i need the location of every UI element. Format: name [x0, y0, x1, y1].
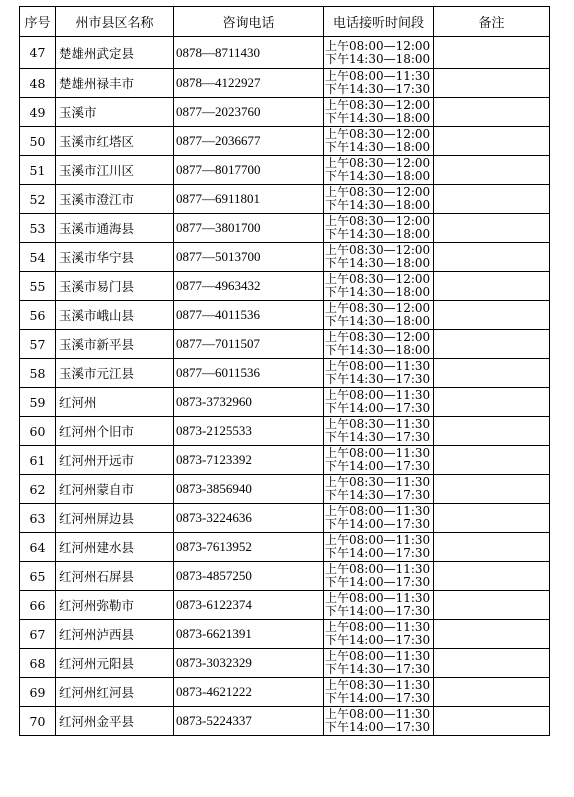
table-row [20, 562, 550, 591]
row-phone-cell: 0873-3224636 [174, 504, 324, 533]
morning-hours: 上午08:30—11:30 [325, 679, 431, 692]
row-name-cell: 玉溪市通海县 [56, 214, 174, 243]
table-row [20, 446, 550, 475]
row-seq-cell: 55 [20, 272, 56, 301]
table-row [20, 243, 550, 272]
row-remark-cell [434, 330, 550, 359]
morning-hours: 上午08:00—11:30 [325, 650, 431, 663]
hotline-table [19, 6, 550, 736]
afternoon-hours: 下午14:00—17:30 [325, 576, 431, 589]
table-row [20, 591, 550, 620]
row-name-cell: 玉溪市红塔区 [56, 127, 174, 156]
row-name-cell: 楚雄州武定县 [56, 37, 174, 69]
afternoon-hours: 下午14:30—18:00 [325, 112, 431, 125]
row-name-cell: 红河州红河县 [56, 678, 174, 707]
afternoon-hours: 下午14:00—17:30 [325, 721, 431, 734]
row-phone-cell: 0877—7011507 [174, 330, 324, 359]
row-remark-cell [434, 678, 550, 707]
row-hours-cell [324, 649, 434, 678]
afternoon-hours: 下午14:30—17:30 [325, 431, 431, 444]
morning-hours: 上午08:00—11:30 [325, 534, 431, 547]
afternoon-hours: 下午14:00—17:30 [325, 460, 431, 473]
morning-hours: 上午08:00—11:30 [325, 360, 431, 373]
row-remark-cell [434, 533, 550, 562]
row-name-cell: 红河州开远市 [56, 446, 174, 475]
table-row [20, 185, 550, 214]
row-hours-cell [324, 301, 434, 330]
row-hours-cell [324, 359, 434, 388]
row-remark-cell [434, 707, 550, 736]
row-phone-cell: 0873-7613952 [174, 533, 324, 562]
morning-hours: 上午08:30—12:00 [325, 157, 431, 170]
row-phone-cell: 0877—6911801 [174, 185, 324, 214]
row-remark-cell [434, 69, 550, 98]
row-phone-cell: 0873-5224337 [174, 707, 324, 736]
morning-hours: 上午08:30—12:00 [325, 273, 431, 286]
afternoon-hours: 下午14:00—17:30 [325, 402, 431, 415]
afternoon-hours: 下午14:00—17:30 [325, 547, 431, 560]
row-hours-cell [324, 620, 434, 649]
afternoon-hours: 下午14:30—18:00 [325, 257, 431, 270]
afternoon-hours: 下午14:30—17:30 [325, 83, 431, 96]
table-row [20, 533, 550, 562]
table-row [20, 620, 550, 649]
morning-hours: 上午08:00—11:30 [325, 447, 431, 460]
row-phone-cell: 0873-6122374 [174, 591, 324, 620]
afternoon-hours: 下午14:00—17:30 [325, 518, 431, 531]
row-phone-cell: 0877—2023760 [174, 98, 324, 127]
row-seq-cell: 57 [20, 330, 56, 359]
row-seq-cell: 65 [20, 562, 56, 591]
row-seq-cell: 70 [20, 707, 56, 736]
row-seq-cell: 56 [20, 301, 56, 330]
row-remark-cell [434, 37, 550, 69]
row-phone-cell: 0873-4857250 [174, 562, 324, 591]
morning-hours: 上午08:30—12:00 [325, 244, 431, 257]
table-row [20, 301, 550, 330]
row-hours-cell [324, 591, 434, 620]
row-phone-cell: 0873-6621391 [174, 620, 324, 649]
row-name-cell: 玉溪市澄江市 [56, 185, 174, 214]
afternoon-hours: 下午14:30—18:00 [325, 141, 431, 154]
row-hours-cell [324, 504, 434, 533]
row-phone-cell: 0873-3856940 [174, 475, 324, 504]
row-seq-cell: 49 [20, 98, 56, 127]
row-seq-cell: 61 [20, 446, 56, 475]
row-phone-cell: 0877—6011536 [174, 359, 324, 388]
row-phone-cell: 0873-3732960 [174, 388, 324, 417]
row-name-cell: 玉溪市峨山县 [56, 301, 174, 330]
header-phone: 咨询电话 [174, 7, 324, 37]
row-phone-cell: 0878—8711430 [174, 37, 324, 69]
morning-hours: 上午08:00—11:30 [325, 563, 431, 576]
row-hours-cell [324, 678, 434, 707]
morning-hours: 上午08:00—11:30 [325, 505, 431, 518]
row-seq-cell: 59 [20, 388, 56, 417]
row-remark-cell [434, 504, 550, 533]
row-name-cell: 红河州屏边县 [56, 504, 174, 533]
row-remark-cell [434, 127, 550, 156]
row-hours-cell [324, 707, 434, 736]
morning-hours: 上午08:30—12:00 [325, 215, 431, 228]
table-row [20, 649, 550, 678]
row-remark-cell [434, 562, 550, 591]
row-seq-cell: 52 [20, 185, 56, 214]
row-name-cell: 红河州 [56, 388, 174, 417]
row-remark-cell [434, 359, 550, 388]
table-row [20, 98, 550, 127]
row-seq-cell: 62 [20, 475, 56, 504]
table-row [20, 214, 550, 243]
afternoon-hours: 下午14:30—18:00 [325, 286, 431, 299]
row-hours-cell [324, 185, 434, 214]
row-name-cell: 红河州泸西县 [56, 620, 174, 649]
morning-hours: 上午08:30—12:00 [325, 99, 431, 112]
row-seq-cell: 54 [20, 243, 56, 272]
row-remark-cell [434, 301, 550, 330]
afternoon-hours: 下午14:30—18:00 [325, 315, 431, 328]
row-phone-cell: 0873-3032329 [174, 649, 324, 678]
morning-hours: 上午08:30—12:00 [325, 128, 431, 141]
row-seq-cell: 50 [20, 127, 56, 156]
row-remark-cell [434, 446, 550, 475]
table-row [20, 69, 550, 98]
row-name-cell: 红河州弥勒市 [56, 591, 174, 620]
row-remark-cell [434, 156, 550, 185]
row-hours-cell [324, 388, 434, 417]
morning-hours: 上午08:00—11:30 [325, 70, 431, 83]
row-name-cell: 玉溪市新平县 [56, 330, 174, 359]
row-phone-cell: 0873-4621222 [174, 678, 324, 707]
row-hours-cell [324, 417, 434, 446]
morning-hours: 上午08:00—11:30 [325, 592, 431, 605]
row-hours-cell [324, 214, 434, 243]
row-name-cell: 楚雄州禄丰市 [56, 69, 174, 98]
header-remark: 备注 [434, 7, 550, 37]
row-phone-cell: 0877—5013700 [174, 243, 324, 272]
afternoon-hours: 下午14:00—17:30 [325, 605, 431, 618]
row-hours-cell [324, 156, 434, 185]
morning-hours: 上午08:00—11:30 [325, 621, 431, 634]
table-row [20, 37, 550, 69]
row-name-cell: 玉溪市元江县 [56, 359, 174, 388]
table-row [20, 330, 550, 359]
row-hours-cell [324, 330, 434, 359]
row-hours-cell [324, 37, 434, 69]
row-hours-cell [324, 127, 434, 156]
row-name-cell: 红河州元阳县 [56, 649, 174, 678]
row-hours-cell [324, 446, 434, 475]
row-name-cell: 红河州金平县 [56, 707, 174, 736]
afternoon-hours: 下午14:30—18:00 [325, 170, 431, 183]
table-row [20, 272, 550, 301]
row-name-cell: 玉溪市 [56, 98, 174, 127]
morning-hours: 上午08:00—11:30 [325, 708, 431, 721]
table-header-row [20, 7, 550, 37]
morning-hours: 上午08:30—11:30 [325, 418, 431, 431]
afternoon-hours: 下午14:30—17:30 [325, 373, 431, 386]
table-row [20, 417, 550, 446]
morning-hours: 上午08:00—12:00 [325, 39, 431, 53]
row-remark-cell [434, 388, 550, 417]
row-name-cell: 红河州石屏县 [56, 562, 174, 591]
row-hours-cell [324, 69, 434, 98]
row-phone-cell: 0877—2036677 [174, 127, 324, 156]
table-row [20, 156, 550, 185]
morning-hours: 上午08:30—11:30 [325, 476, 431, 489]
table-row [20, 504, 550, 533]
row-seq-cell: 47 [20, 37, 56, 69]
row-phone-cell: 0877—4011536 [174, 301, 324, 330]
morning-hours: 上午08:00—11:30 [325, 389, 431, 402]
table-row [20, 388, 550, 417]
table-row [20, 678, 550, 707]
row-remark-cell [434, 417, 550, 446]
header-hours: 电话接听时间段 [324, 7, 434, 37]
table-row [20, 359, 550, 388]
row-hours-cell [324, 562, 434, 591]
afternoon-hours: 下午14:00—17:30 [325, 634, 431, 647]
row-seq-cell: 67 [20, 620, 56, 649]
afternoon-hours: 下午14:30—17:30 [325, 663, 431, 676]
row-seq-cell: 66 [20, 591, 56, 620]
row-phone-cell: 0877—3801700 [174, 214, 324, 243]
row-remark-cell [434, 591, 550, 620]
afternoon-hours: 下午14:30—18:00 [325, 199, 431, 212]
row-remark-cell [434, 185, 550, 214]
row-seq-cell: 64 [20, 533, 56, 562]
row-remark-cell [434, 475, 550, 504]
morning-hours: 上午08:30—12:00 [325, 302, 431, 315]
row-remark-cell [434, 243, 550, 272]
row-remark-cell [434, 649, 550, 678]
row-name-cell: 玉溪市华宁县 [56, 243, 174, 272]
row-hours-cell [324, 533, 434, 562]
row-seq-cell: 68 [20, 649, 56, 678]
afternoon-hours: 下午14:30—18:00 [325, 228, 431, 241]
table-body [20, 37, 550, 736]
afternoon-hours: 下午14:30—17:30 [325, 489, 431, 502]
row-remark-cell [434, 98, 550, 127]
morning-hours: 上午08:30—12:00 [325, 331, 431, 344]
row-name-cell: 红河州个旧市 [56, 417, 174, 446]
row-hours-cell [324, 475, 434, 504]
row-seq-cell: 69 [20, 678, 56, 707]
row-hours-cell [324, 272, 434, 301]
row-phone-cell: 0873-7123392 [174, 446, 324, 475]
row-name-cell: 玉溪市江川区 [56, 156, 174, 185]
afternoon-hours: 下午14:30—18:00 [325, 344, 431, 357]
row-hours-cell [324, 243, 434, 272]
table-row [20, 475, 550, 504]
row-name-cell: 红河州蒙自市 [56, 475, 174, 504]
table-row [20, 707, 550, 736]
header-name: 州市县区名称 [56, 7, 174, 37]
row-seq-cell: 51 [20, 156, 56, 185]
table-row [20, 127, 550, 156]
row-name-cell: 玉溪市易门县 [56, 272, 174, 301]
row-remark-cell [434, 620, 550, 649]
afternoon-hours: 下午14:00—17:30 [325, 692, 431, 705]
row-phone-cell: 0877—8017700 [174, 156, 324, 185]
morning-hours: 上午08:30—12:00 [325, 186, 431, 199]
header-seq: 序号 [20, 7, 56, 37]
row-remark-cell [434, 272, 550, 301]
row-seq-cell: 60 [20, 417, 56, 446]
row-phone-cell: 0878—4122927 [174, 69, 324, 98]
row-seq-cell: 58 [20, 359, 56, 388]
row-seq-cell: 48 [20, 69, 56, 98]
row-seq-cell: 63 [20, 504, 56, 533]
row-hours-cell [324, 98, 434, 127]
row-seq-cell: 53 [20, 214, 56, 243]
afternoon-hours: 下午14:30—18:00 [325, 52, 431, 66]
row-phone-cell: 0877—4963432 [174, 272, 324, 301]
row-remark-cell [434, 214, 550, 243]
row-name-cell: 红河州建水县 [56, 533, 174, 562]
row-phone-cell: 0873-2125533 [174, 417, 324, 446]
